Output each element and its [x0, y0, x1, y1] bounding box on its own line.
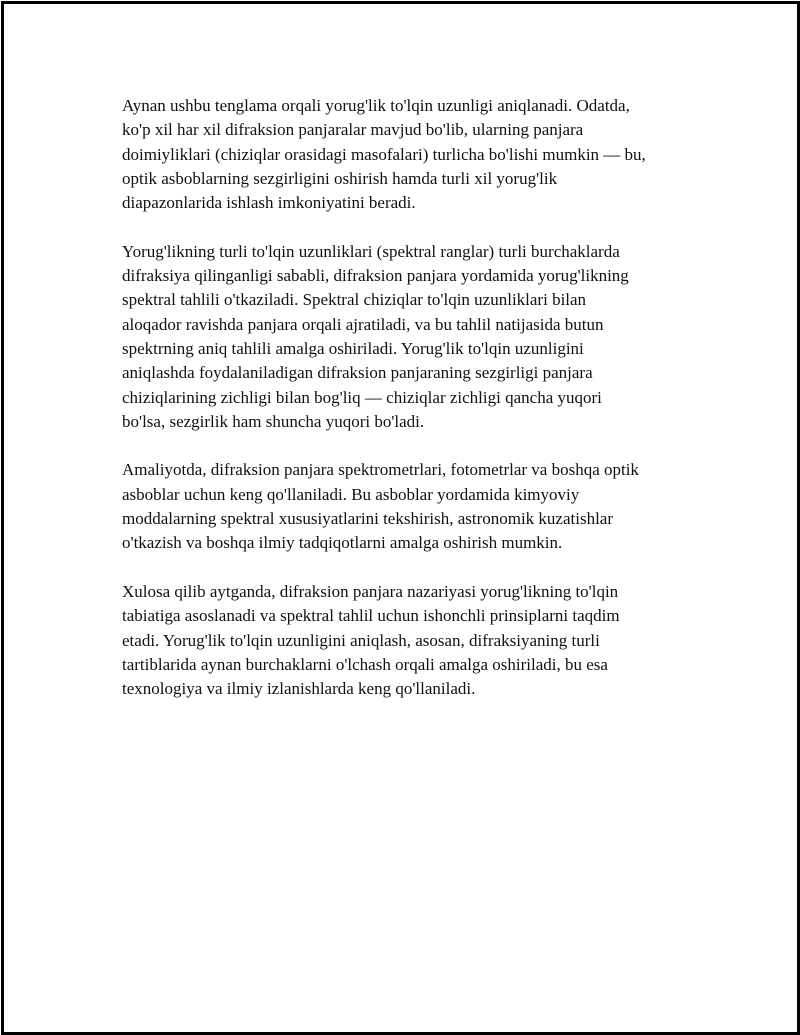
text-line: etadi. Yorug'lik to'lqin uzunligini aniqlash, asosan, difraksiyaning turli: [122, 630, 600, 650]
text-line: Yorug'likning turli to'lqin uzunliklari (spektral ranglar) turli burchaklarda: [122, 241, 620, 261]
text-line: texnologiya va ilmiy izlanishlarda keng qo'llaniladi.: [122, 679, 476, 699]
page-frame: [1, 1, 800, 1035]
text-line: difraksiya qilinganligi sababli, difraksion panjara yordamida yorug'likning: [122, 266, 629, 286]
text-line: doimiyliklari (chiziqlar orasidagi masofalari) turlicha bo'lishi mumkin — bu,: [122, 144, 646, 164]
text-line: ko'p xil har xil difraksion panjaralar mavjud bo'lib, ularning panjara: [122, 120, 584, 140]
text-line: Aynan ushbu tenglama orqali yorug'lik to'lqin uzunligi aniqlanadi. Odatda,: [122, 96, 630, 115]
text-line: aniqlashda foydalaniladigan difraksion panjaraning sezgirligi panjara: [122, 363, 593, 383]
text-line: o'tkazish va boshqa ilmiy tadqiqotlarni amalga oshirish mumkin.: [122, 533, 563, 553]
text-line: aloqador ravishda panjara orqali ajratiladi, va bu tahlil natijasida butun: [122, 314, 604, 334]
document-body: [122, 94, 692, 726]
text-line: asboblar uchun keng qo'llaniladi. Bu asboblar yordamida kimyoviy: [122, 484, 580, 504]
text-line: chiziqlarining zichligi bilan bog'liq — chiziqlar zichligi qancha yuqori: [122, 387, 602, 407]
paragraph-practical-use: [122, 458, 692, 555]
paragraph-spectral-analysis: [122, 240, 692, 434]
text-line: moddalarning spektral xususiyatlarini tekshirish, astronomik kuzatishlar: [122, 509, 614, 529]
text-line: bo'lsa, sezgirlik ham shuncha yuqori bo'ladi.: [122, 411, 425, 431]
text-line: tabiatiga asoslanadi va spektral tahlil uchun ishonchli prinsiplarni taqdim: [122, 606, 620, 626]
text-line: spektrning aniq tahlili amalga oshiriladi. Yorug'lik to'lqin uzunligini: [122, 338, 584, 358]
text-line: Amaliyotda, difraksion panjara spektrometrlari, fotometrlar va boshqa optik: [122, 460, 639, 480]
text-line: spektral tahlili o'tkaziladi. Spektral chiziqlar to'lqin uzunliklari bilan: [122, 290, 587, 310]
text-line: Xulosa qilib aytganda, difraksion panjara nazariyasi yorug'likning to'lqin: [122, 581, 619, 601]
text-line: diapazonlarida ishlash imkoniyatini beradi.: [122, 193, 416, 213]
text-line: tartiblarida aynan burchaklarni o'lchash orqali amalga oshiriladi, bu esa: [122, 654, 608, 674]
text-line: optik asboblarning sezgirligini oshirish hamda turli xil yorug'lik: [122, 168, 558, 188]
paragraph-conclusion: [122, 580, 692, 701]
paragraph-wavelength-equation: [122, 94, 692, 215]
